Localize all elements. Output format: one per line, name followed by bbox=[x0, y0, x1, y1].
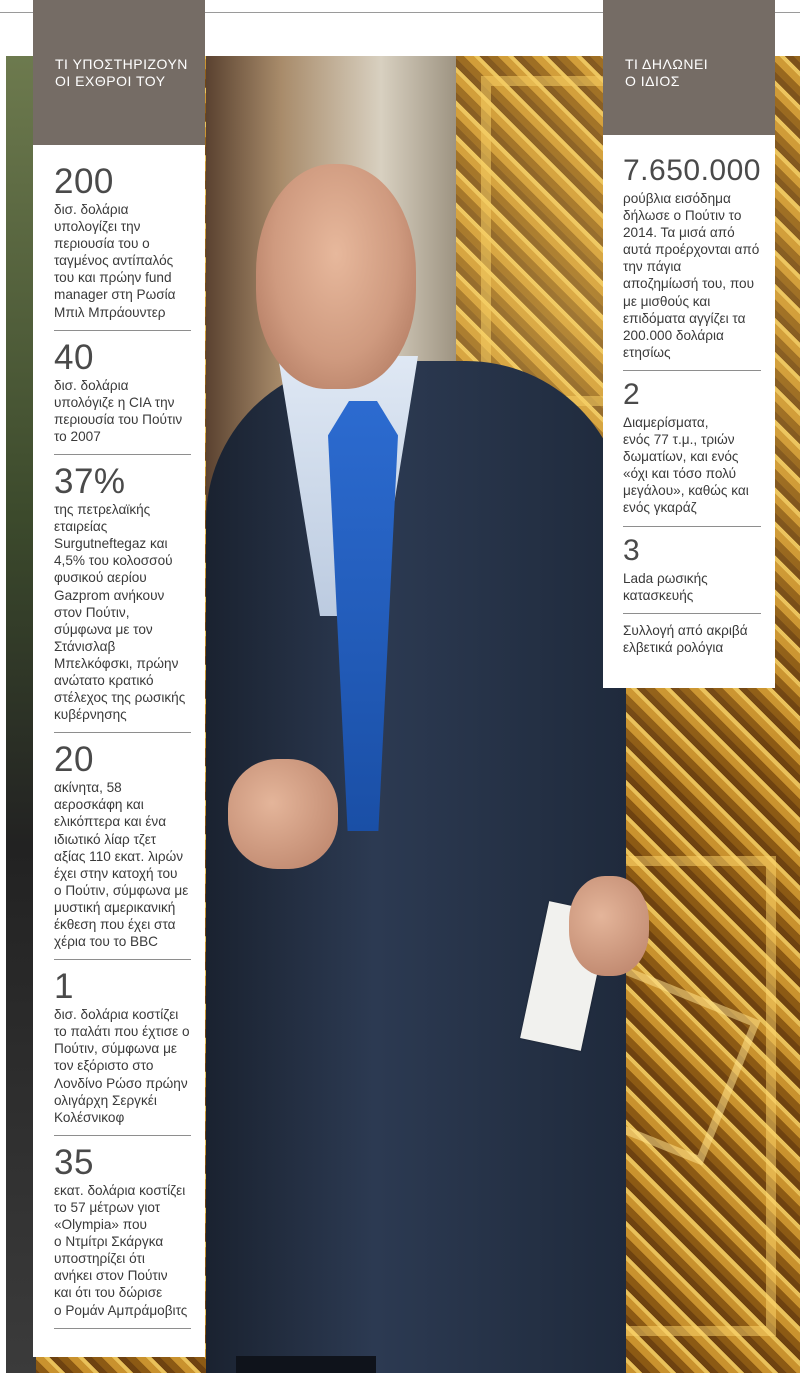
fact-text: Διαμερίσματα, ενός 77 τ.μ., τριών δωματίων, και ενός «όχι και τόσο πολύ μεγάλου», καθώς και ενός γκαράζ bbox=[623, 414, 749, 516]
fact-text: της πετρελαϊκής εταιρείας Surgutneftegaz και 4,5% του κολοσσού φυσικού αερίου Gazprom ανήκουν στον Πούτιν, σύμφωνα με τον Στάνισλαβ Μπελκόφσκι, πρώην ανώτατο κρατικό στέλεχος της ρωσικής κυβέρνησης bbox=[54, 502, 186, 723]
fact-number: 40 bbox=[54, 337, 94, 377]
fact-item bbox=[54, 968, 191, 1136]
man-head bbox=[256, 164, 416, 389]
fact-number: 7.650.000 bbox=[623, 154, 761, 187]
man-shoe bbox=[236, 1356, 376, 1373]
fact-text: δισ. δολάρια κοστίζει το παλάτι που έχτισε ο Πούτιν, σύμφωνα με τον εξόριστο στο Λονδίνο Ρώσο πρώην ολιγάρχη Σεργκέι Κολέσνικοφ bbox=[54, 1007, 190, 1125]
left-column-heading bbox=[33, 0, 205, 145]
fact-item bbox=[623, 379, 761, 527]
photo-left-edge bbox=[6, 56, 36, 1373]
fact-text: εκατ. δολάρια κοστίζει το 57 μέτρων γιοτ «Olympia» που ο Ντμίτρι Σκάργκα υποστηρίζει ότι ανήκει στον Πούτιν και ότι του δώρισε ο Ρομάν Αμπράμοβιτς bbox=[54, 1182, 188, 1318]
heading-line: Ο ΙΔΙΟΣ bbox=[625, 73, 680, 89]
left-column bbox=[33, 145, 205, 1357]
fact-number: 3 bbox=[623, 533, 641, 567]
fact-text: δισ. δολάρια υπολογίζει την περιουσία του ο ταγμένος αντίπαλός του και πρώην fund manager στη Ρωσία Μπιλ Μπράουντερ bbox=[54, 202, 176, 320]
man-left-hand bbox=[569, 876, 649, 976]
fact-item bbox=[54, 463, 191, 733]
heading-line: ΟΙ ΕΧΘΡΟΙ ΤΟΥ bbox=[55, 73, 166, 89]
fact-item bbox=[54, 339, 191, 455]
fact-number: 200 bbox=[54, 162, 114, 201]
fact-number: 1 bbox=[54, 967, 74, 1007]
fact-text: Lada ρωσικής κατασκευής bbox=[623, 570, 708, 603]
fact-number: 35 bbox=[54, 1142, 94, 1182]
heading-line: ΤΙ ΔΗΛΩΝΕΙ bbox=[625, 56, 709, 72]
fact-text: ρούβλια εισόδημα δήλωσε ο Πούτιν το 2014. Τα μισά από αυτά προέρχονται από την πάγια αποζημίωσή του, που με μισθούς και επιδόματα αγγίζει τα 200.000 δολάρια ετησίως bbox=[623, 191, 760, 360]
right-column-heading bbox=[603, 0, 775, 135]
fact-item bbox=[623, 622, 761, 665]
fact-item bbox=[54, 1144, 191, 1329]
fact-item bbox=[623, 155, 761, 371]
fact-text: ακίνητα, 58 αεροσκάφη και ελικόπτερα και ένα ιδιωτικό λίαρ τζετ αξίας 110 εκατ. λιρών έχει στην κατοχή του ο Πούτιν, σύμφωνα με μυστική αμερικανική έκθεση που έχει στα χέρια του το BBC bbox=[54, 780, 189, 950]
fact-item bbox=[54, 163, 191, 331]
fact-number: 37% bbox=[54, 462, 126, 502]
heading-line: ΤΙ ΥΠΟΣΤΗΡΙΖΟΥΝ bbox=[55, 56, 188, 72]
fact-number: 2 bbox=[623, 377, 641, 411]
right-column bbox=[603, 135, 775, 688]
fact-text: Συλλογή από ακριβά ελβετικά ρολόγια bbox=[623, 622, 748, 655]
fact-text: δισ. δολάρια υπολόγιζε η CIA την περιουσία του Πούτιν το 2007 bbox=[54, 377, 183, 444]
fact-item bbox=[54, 741, 191, 960]
fact-item bbox=[623, 535, 761, 614]
fact-number: 20 bbox=[54, 740, 94, 780]
man-right-hand bbox=[228, 759, 338, 869]
